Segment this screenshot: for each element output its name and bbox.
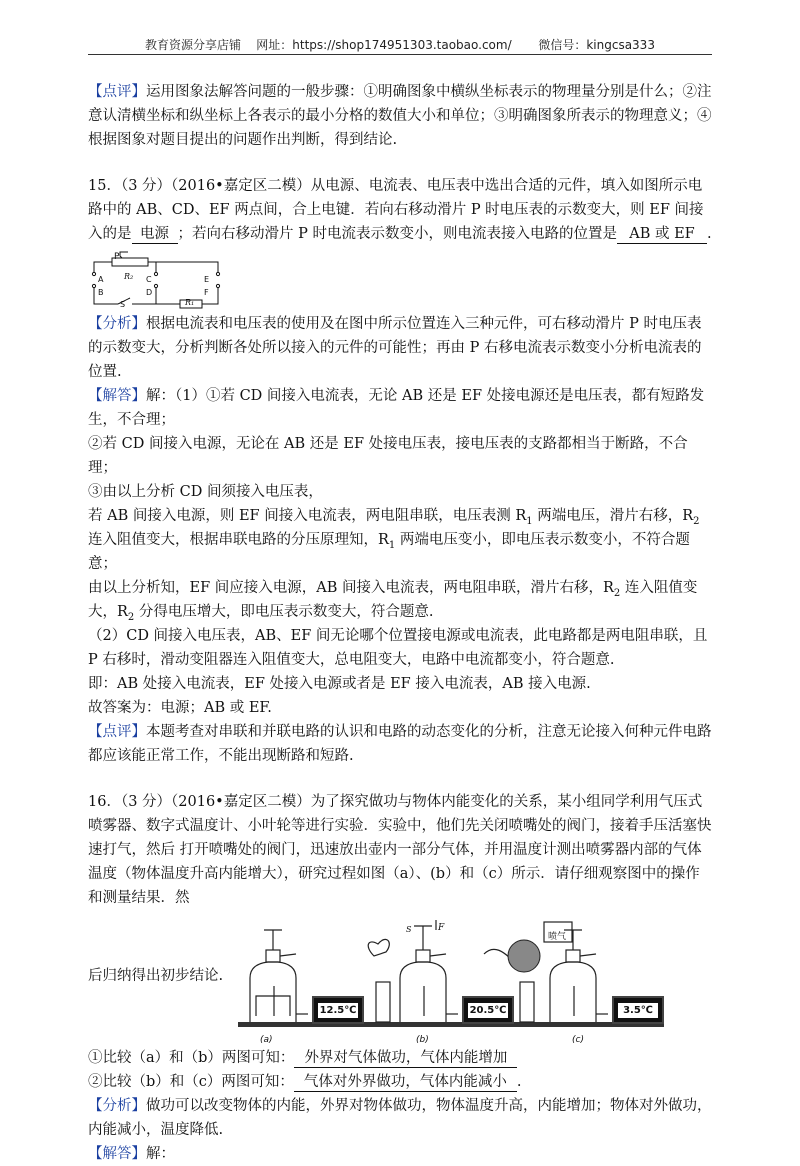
q16-stem: 16．（3 分）（2016•嘉定区二模）为了探究做功与物体内能变化的关系，某小组同学利用气压式喷雾器、数字式温度计、小叶轮等进行实验．实验中，他们先关闭喷嘴处的阀门，接着手压活塞快速打气，然后 打开喷嘴处的阀门，迅速放出壶内一部分气体，并用温度计测出喷雾器内部的气体温度（物体温度升高内能增大），研究过程如图（a）、(b）和（c）所示．请仔细观察图中的操作和测量结果．然 <box>88 794 712 906</box>
review-text: 运用图象法解答问题的一般步骤：①明确图象中横纵坐标表示的物理量分别是什么；②注意认清横坐标和纵坐标上各表示的最小分格的数值大小和单位；③明确图象所表示的物理意义；④根据图象对题目提出的问题作出判断，得到结论. <box>88 84 712 148</box>
q15-analysis <box>88 312 712 384</box>
sol5-a: 由以上分析知，EF 间应接入电源，AB 间接入电流表，两电阻串联，滑片右移，R <box>88 580 614 596</box>
q16-q2-suffix: . <box>516 1074 522 1090</box>
sol4-c: 连入阻值变大，根据串联电路的分压原理知，R <box>88 532 389 548</box>
page-header: 教育资源分享店铺 网址：https://shop174951303.taobao.com/ 微信号：kingcsa333 <box>145 38 655 52</box>
solution-text: 解： <box>146 1146 175 1162</box>
q15-stem-b: ；若向右移动滑片 P 时电流表示数变小，则电流表接入电路的位置是 <box>177 226 617 242</box>
review-tag: 【点评】 <box>88 724 146 740</box>
label-F: F <box>204 288 209 297</box>
label-R2: R₂ <box>124 272 134 281</box>
prev-review <box>88 80 712 152</box>
q15-solution-8: 故答案为：电源；AB 或 EF. <box>88 700 272 716</box>
sol4-b: 两端电压，滑片右移，R <box>532 508 694 524</box>
sol5-c: 分得电压增大，即电压表示数变大，符合题意. <box>134 604 434 620</box>
sol-line-1: 解：（1）①若 CD 间接入电流表，无论 AB 还是 EF 处接电源还是电压表，都有短路发生，不合理； <box>88 388 705 428</box>
q16-q1-prefix: ①比较（a）和（b）两图可知： <box>88 1050 295 1066</box>
q15-stem-c: . <box>706 226 712 242</box>
label-c: (c) <box>572 1035 584 1045</box>
header-divider <box>88 54 712 55</box>
label-jet: 喷气 <box>548 932 567 942</box>
label-S: S <box>120 300 126 309</box>
sol4-d: 两端电压变小，即电压表示数变小，不符合题意； <box>88 532 690 572</box>
q16-answer-1 <box>88 1046 712 1070</box>
sub-1: 1 <box>388 539 396 551</box>
label-P: P <box>114 252 120 262</box>
q16-blank-1: 外界对气体做功，气体内能增加 <box>294 1049 517 1068</box>
analysis-text: 做功可以改变物体的内能，外界对物体做功，物体温度升高，内能增加；物体对外做功，内能减小，温度降低. <box>88 1098 712 1138</box>
analysis-tag: 【分析】 <box>88 1098 146 1114</box>
temp-a: 12.5℃ <box>319 1005 357 1016</box>
q16-experiment-figure <box>236 916 666 1046</box>
q15-solution-2: ②若 CD 间接入电源，无论在 AB 还是 EF 处接电压表，接电压表的支路都相当于断路，不合理； <box>88 436 688 476</box>
q16-figure-row <box>88 916 712 1046</box>
q16-stem-end: 后归纳得出初步结论. <box>88 968 224 984</box>
label-B: B <box>98 288 104 297</box>
thermometer-display-a <box>312 996 364 1024</box>
q16-analysis <box>88 1094 712 1142</box>
solution-tag: 【解答】 <box>88 1146 146 1162</box>
temp-c: 3.5℃ <box>618 1003 658 1018</box>
q15-circuit-diagram <box>88 248 228 310</box>
experiment-svg <box>236 916 666 1046</box>
review-tag: 【点评】 <box>88 84 146 100</box>
sub-2: 2 <box>693 515 700 527</box>
q15-solution-3: ③由以上分析 CD 间须接入电压表， <box>88 484 323 500</box>
review-text: 本题考查对串联和并联电路的认识和电路的动态变化的分析，注意无论接入何种元件电路都应该能正常工作，不能出现断路和短路. <box>88 724 712 764</box>
q15-review <box>88 720 712 768</box>
q15-stem-a: 15．（3 分）（2016•嘉定区二模）从电源、电流表、电压表中选出合适的元件，填入如图所示电路中的 AB、CD、EF 两点间，合上电键．若向右移动滑片 P 时电压表的示数变大，则 EF 间接入的是 <box>88 178 704 242</box>
sub-2: 2 <box>127 611 135 623</box>
label-A: A <box>98 275 104 284</box>
q16-answer-2 <box>88 1070 712 1094</box>
label-D: D <box>146 288 153 297</box>
page-content <box>88 80 712 1166</box>
label-C: C <box>146 275 152 284</box>
q15-blank-2: AB 或 EF <box>617 225 707 244</box>
q15-solution-7: 即：AB 处接入电流表，EF 处接入电源或者是 EF 接入电流表，AB 接入电源. <box>88 676 591 692</box>
label-displacement: S <box>406 925 412 934</box>
q15-blank-1: 电源 <box>132 225 178 244</box>
q15-solution-1 <box>88 384 712 432</box>
q15-solution-6: （2）CD 间接入电压表，AB、EF 间无论哪个位置接电源或电流表，此电路都是两电阻串联，且 P 右移时，滑动变阻器连入阻值变大，总电阻变大，电路中电流都变小，符合题意. <box>88 628 708 668</box>
q16-q2-prefix: ②比较（b）和（c）两图可知： <box>88 1074 294 1090</box>
thermometer-display-c <box>612 996 664 1024</box>
label-a: (a) <box>260 1035 273 1045</box>
label-R1: R₁ <box>185 298 195 307</box>
analysis-text: 根据电流表和电压表的使用及在图中所示位置连入三种元件，可右移动滑片 P 时电压表的示数变大，分析判断各处所以接入的元件的可能性；再由 P 右移电流表示数变小分析电流表的位置. <box>88 316 702 380</box>
sol4-a: 若 AB 间接入电源，则 EF 间接入电流表，两电阻串联，电压表测 R <box>88 508 527 524</box>
sub-1: 1 <box>526 515 533 527</box>
solution-tag: 【解答】 <box>88 388 146 404</box>
temp-b: 20.5℃ <box>469 1005 507 1016</box>
q16-solution <box>88 1142 712 1166</box>
thermometer-display-b <box>462 996 514 1024</box>
label-b: (b) <box>416 1035 429 1045</box>
label-E: E <box>204 275 210 284</box>
q15-solution-5 <box>88 576 712 624</box>
sol5-b: 连入阻值变大，R <box>88 580 698 620</box>
q15-stem <box>88 174 712 246</box>
q16-blank-2: 气体对外界做功，气体内能减小 <box>294 1073 517 1092</box>
analysis-tag: 【分析】 <box>88 316 146 332</box>
sub-2: 2 <box>613 587 621 599</box>
q15-solution-4 <box>88 504 712 576</box>
label-force: F <box>438 923 445 933</box>
